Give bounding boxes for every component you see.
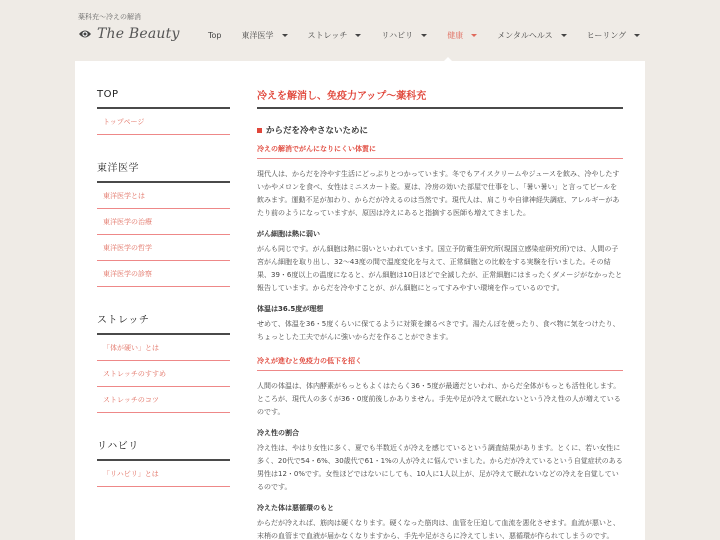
paragraph: 冷え性は、やはり女性に多く、夏でも半数近くが冷えを感じているという調査結果があります。とくに、若い女性に多く、20代で54・6%、30歳代で61・1%の人が冷えに悩んでいました。からだが冷えているという自覚症状のある男性は12・0%です。女性ほどではないにしても、10人に1人以上が、足が冷えて眠れないなどの冷えを自覚しているのです。 <box>257 444 623 491</box>
caret-down-icon <box>282 34 288 37</box>
sidebar-heading: TOP <box>97 89 230 109</box>
caret-down-icon <box>471 34 477 37</box>
nav-label: ヒーリング <box>586 31 627 40</box>
nav-label: ストレッチ <box>307 31 348 40</box>
sidebar-section-oriental <box>97 159 230 287</box>
section-title-text: からだを冷やさないために <box>266 126 369 136</box>
paragraph: からだが冷えれば、筋肉は硬くなります。硬くなった筋肉は、血管を圧迫して血流を悪化させます。血流が悪いと、末梢の血管まで血液が届かなくなりますから、手先や足がさらに冷えてしまい、悪循環が作られてしまうのです。 <box>257 519 620 540</box>
paragraph: 人間の体温は、体内酵素がもっともよくはたらく36・5度が最適だといわれ、からだ全体がもっとも活性化します。ところが、現代人の多くが36・0度前後しかありません。手先や足が冷えて眠れないという冷え性の人が増えているのです。 <box>257 382 621 416</box>
nav-label: 健康 <box>447 31 464 40</box>
caret-down-icon <box>421 34 427 37</box>
main-panel <box>75 61 645 540</box>
paragraph-heading: 体温は36.5度が理想 <box>257 305 324 313</box>
nav-rehab[interactable] <box>373 30 439 41</box>
nav-oriental-medicine[interactable] <box>234 30 300 41</box>
eye-icon <box>78 28 92 40</box>
sidebar-item[interactable]: 東洋医学の哲学 <box>97 235 230 261</box>
section-title <box>257 124 623 136</box>
nav-stretch[interactable] <box>300 30 374 41</box>
nav-top[interactable] <box>200 31 234 40</box>
nav-label: メンタルヘルス <box>497 31 553 40</box>
page-title: 冷えを解消し、免疫力アップ〜薬科充 <box>257 87 623 109</box>
main-nav <box>200 30 652 41</box>
sidebar-item[interactable]: 東洋医学の診察 <box>97 261 230 287</box>
sidebar-section-rehab <box>97 437 230 487</box>
paragraph: 現代人は、からだを冷やす生活にどっぷりとつかっています。冬でもアイスクリームやジュースを飲み、冷やしたすいかやメロンを食べ、女性はミニスカート姿。夏は、冷房の効いた部屋で仕事をし、「暑い暑い」と言ってビールを飲みます。運動不足が加わり、からだが冷えるのは当然です。現代人は、肩こりや自律神経失調症、アレルギーがあたり前のようになっていますが、原因は冷えにあると指摘する医師も増えてきました。 <box>257 170 620 217</box>
paragraph: がんも同じです。がん細胞は熱に弱いといわれています。国立予防衛生研究所(現国立感染症研究所)では、人間の子宮がん細胞を取り出し、32〜43度の間で温度変化を与えて、正常細胞との比較をする実験を行いました。その結果、39・6度以上の温度になると、がん細胞は10日ほどで全滅したが、正常細胞にはまったくダメージがなかったと報告しています。からだを冷やすことが、がん細胞にとってすみやすい環境を作っているのです。 <box>257 245 623 292</box>
paragraph-heading: 冷えた体は悪循環のもと <box>257 504 334 512</box>
caret-down-icon <box>355 34 361 37</box>
site-name: The Beauty <box>97 26 180 42</box>
site-tagline: 薬科充〜冷えの解消 <box>78 13 141 21</box>
sidebar-item[interactable]: 東洋医学とは <box>97 183 230 209</box>
paragraph-heading: 冷え性の割合 <box>257 429 299 437</box>
sidebar-section-stretch <box>97 311 230 413</box>
sidebar-item[interactable]: 東洋医学の治療 <box>97 209 230 235</box>
sidebar-item[interactable]: ストレッチのコツ <box>97 387 230 413</box>
sidebar-heading: ストレッチ <box>97 311 230 335</box>
sidebar-item[interactable]: 「リハビリ」とは <box>97 461 230 487</box>
subsection-title: 冷えの解消でがんになりにくい体質に <box>257 138 623 159</box>
subsection-title: 冷えが進むと免疫力の低下を招く <box>257 350 623 371</box>
sidebar-section-top <box>97 89 230 135</box>
sidebar <box>97 89 230 503</box>
paragraph-heading: がん細胞は熱に弱い <box>257 230 320 238</box>
nav-health[interactable] <box>439 30 489 41</box>
sidebar-item[interactable]: 「体が硬い」とは <box>97 335 230 361</box>
site-logo[interactable] <box>78 26 180 42</box>
sidebar-item[interactable]: トップページ <box>97 109 230 135</box>
sidebar-item[interactable]: ストレッチのすすめ <box>97 361 230 387</box>
paragraph: せめて、体温を36・5度くらいに保てるように対策を練るべきです。湯たんぽを使ったり、食べ物に気をつけたり、ちょっとした工夫でがんに強いからだを作ることができます。 <box>257 320 620 341</box>
square-bullet-icon <box>257 128 262 133</box>
caret-down-icon <box>634 34 640 37</box>
nav-healing[interactable] <box>579 30 653 41</box>
article <box>257 87 623 540</box>
nav-mental-health[interactable] <box>489 30 578 41</box>
nav-label: Top <box>208 31 222 40</box>
sidebar-heading: リハビリ <box>97 437 230 461</box>
nav-label: リハビリ <box>381 31 414 40</box>
caret-down-icon <box>561 34 567 37</box>
sidebar-heading: 東洋医学 <box>97 159 230 183</box>
nav-label: 東洋医学 <box>241 31 274 40</box>
